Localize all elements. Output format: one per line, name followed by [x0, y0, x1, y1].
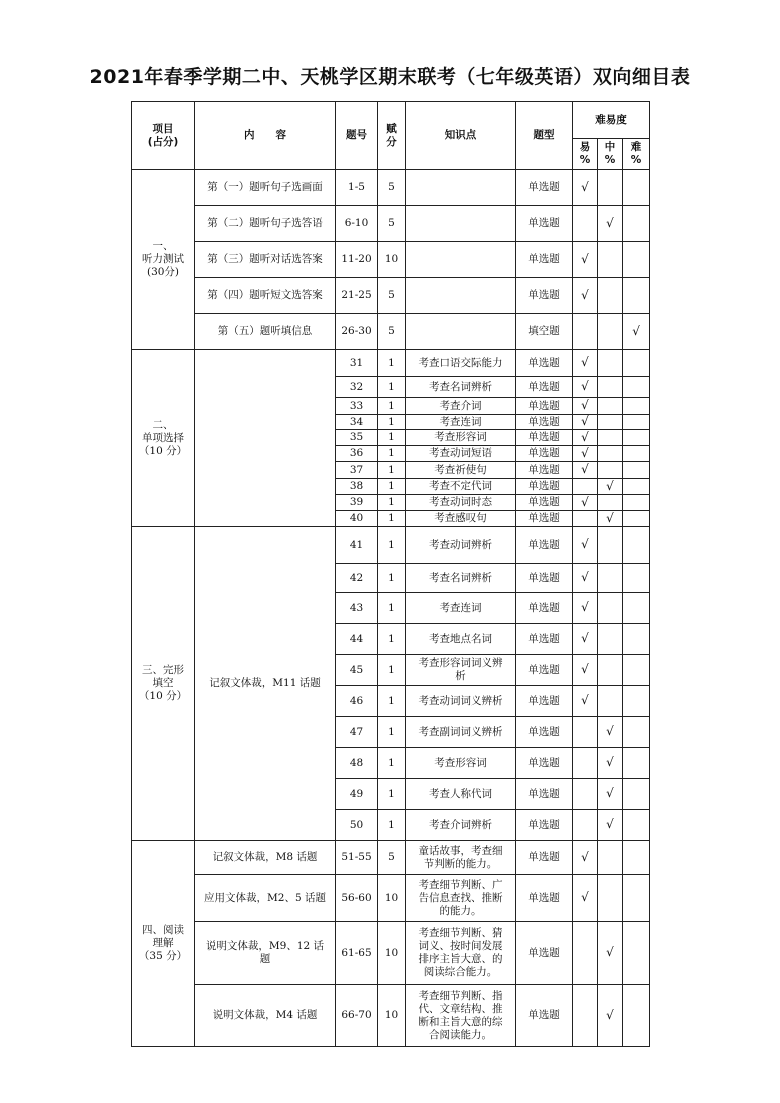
difficulty-hard-cell — [623, 527, 650, 564]
question-number-cell: 42 — [336, 564, 378, 593]
difficulty-easy-cell — [573, 415, 598, 430]
knowledge-cell: 考查名词辨析 — [406, 377, 516, 398]
header-content: 内 容 — [195, 102, 336, 170]
score-cell: 1 — [378, 398, 406, 415]
difficulty-hard-cell — [623, 206, 650, 242]
check-mark-icon: √ — [606, 1007, 614, 1022]
knowledge-cell: 考查连词 — [406, 415, 516, 430]
difficulty-medium-cell — [598, 430, 623, 446]
difficulty-hard-cell — [623, 779, 650, 810]
score-cell: 1 — [378, 415, 406, 430]
knowledge-cell: 考查感叹句 — [406, 511, 516, 527]
difficulty-medium-cell — [598, 511, 623, 527]
question-type-cell: 单选题 — [516, 511, 573, 527]
question-number-cell: 48 — [336, 748, 378, 779]
question-type-cell: 单选题 — [516, 446, 573, 462]
question-number-cell: 49 — [336, 779, 378, 810]
question-number-cell: 39 — [336, 495, 378, 511]
difficulty-easy-cell — [573, 624, 598, 655]
difficulty-medium-cell — [598, 564, 623, 593]
table-row — [132, 314, 650, 350]
question-type-cell: 单选题 — [516, 278, 573, 314]
difficulty-medium-cell — [598, 314, 623, 350]
difficulty-easy-cell — [573, 446, 598, 462]
difficulty-easy-cell — [573, 350, 598, 377]
question-number-cell: 35 — [336, 430, 378, 446]
difficulty-hard-cell — [623, 624, 650, 655]
difficulty-medium-cell — [598, 206, 623, 242]
difficulty-hard-cell — [623, 564, 650, 593]
score-cell: 1 — [378, 564, 406, 593]
difficulty-hard-cell — [623, 922, 650, 985]
question-type-cell: 单选题 — [516, 377, 573, 398]
score-cell: 10 — [378, 875, 406, 922]
check-mark-icon: √ — [581, 414, 589, 428]
question-type-cell: 单选题 — [516, 242, 573, 278]
score-cell: 10 — [378, 242, 406, 278]
knowledge-cell: 考查动词时态 — [406, 495, 516, 511]
section-label-s3: 三、完形 填空 （10 分） — [132, 527, 195, 841]
check-mark-icon: √ — [581, 398, 589, 412]
score-cell: 1 — [378, 430, 406, 446]
difficulty-medium-cell — [598, 278, 623, 314]
question-number-cell: 66-70 — [336, 985, 378, 1047]
knowledge-cell: 考查形容词 — [406, 430, 516, 446]
content-cell: 应用文体裁，M2、5 话题 — [195, 875, 336, 922]
knowledge-cell: 童话故事，考查细 节判断的能力。 — [406, 841, 516, 875]
question-number-cell: 46 — [336, 686, 378, 717]
difficulty-easy-cell — [573, 242, 598, 278]
table-row — [132, 527, 650, 564]
score-cell: 5 — [378, 206, 406, 242]
knowledge-cell — [406, 206, 516, 242]
section-label-s1: 一、 听力测试 (30分) — [132, 170, 195, 350]
table-row — [132, 242, 650, 278]
score-cell: 1 — [378, 655, 406, 686]
table-row — [132, 170, 650, 206]
score-cell: 1 — [378, 686, 406, 717]
score-cell: 1 — [378, 624, 406, 655]
question-number-cell: 41 — [336, 527, 378, 564]
difficulty-easy-cell — [573, 875, 598, 922]
header-knowledge: 知识点 — [406, 102, 516, 170]
knowledge-cell: 考查副词词义辨析 — [406, 717, 516, 748]
score-cell: 1 — [378, 479, 406, 495]
score-cell: 1 — [378, 593, 406, 624]
table-row — [132, 922, 650, 985]
question-type-cell: 单选题 — [516, 624, 573, 655]
check-mark-icon: √ — [606, 786, 614, 800]
difficulty-hard-cell — [623, 686, 650, 717]
score-cell: 10 — [378, 985, 406, 1047]
header-score: 赋 分 — [378, 102, 406, 170]
knowledge-cell: 考查细节判断、猜 词义、按时间发展 排序主旨大意、的 阅读综合能力。 — [406, 922, 516, 985]
table-row — [132, 278, 650, 314]
question-number-cell: 40 — [336, 511, 378, 527]
check-mark-icon: √ — [606, 724, 614, 738]
difficulty-medium-cell — [598, 717, 623, 748]
difficulty-medium-cell — [598, 779, 623, 810]
score-cell: 5 — [378, 841, 406, 875]
knowledge-cell: 考查动词短语 — [406, 446, 516, 462]
question-type-cell: 填空题 — [516, 314, 573, 350]
score-cell: 1 — [378, 446, 406, 462]
knowledge-cell: 考查口语交际能力 — [406, 350, 516, 377]
difficulty-hard-cell — [623, 495, 650, 511]
question-type-cell: 单选题 — [516, 779, 573, 810]
difficulty-medium-cell — [598, 242, 623, 278]
difficulty-hard-cell — [623, 841, 650, 875]
check-mark-icon: √ — [581, 251, 589, 266]
question-type-cell: 单选题 — [516, 922, 573, 985]
knowledge-cell: 考查名词辨析 — [406, 564, 516, 593]
question-type-cell: 单选题 — [516, 350, 573, 377]
difficulty-easy-cell — [573, 686, 598, 717]
difficulty-medium-cell — [598, 495, 623, 511]
question-number-cell: 50 — [336, 810, 378, 841]
question-type-cell: 单选题 — [516, 462, 573, 479]
knowledge-cell: 考查动词词义辨析 — [406, 686, 516, 717]
knowledge-cell: 考查祈使句 — [406, 462, 516, 479]
content-cell: 第（一）题听句子选画面 — [195, 170, 336, 206]
header-hard: 难 % — [623, 139, 650, 170]
difficulty-easy-cell — [573, 779, 598, 810]
difficulty-hard-cell — [623, 350, 650, 377]
difficulty-easy-cell — [573, 564, 598, 593]
check-mark-icon: √ — [581, 379, 589, 393]
question-type-cell: 单选题 — [516, 655, 573, 686]
difficulty-hard-cell — [623, 748, 650, 779]
knowledge-cell: 考查动词辨析 — [406, 527, 516, 564]
difficulty-medium-cell — [598, 527, 623, 564]
difficulty-medium-cell — [598, 462, 623, 479]
content-cell: 第（五）题听填信息 — [195, 314, 336, 350]
question-type-cell: 单选题 — [516, 686, 573, 717]
score-cell: 1 — [378, 810, 406, 841]
content-cell: 说明文体裁，M9、12 话 题 — [195, 922, 336, 985]
score-cell: 10 — [378, 922, 406, 985]
difficulty-medium-cell — [598, 415, 623, 430]
difficulty-easy-cell — [573, 462, 598, 479]
content-cell: 第（四）题听短文选答案 — [195, 278, 336, 314]
table-row — [132, 206, 650, 242]
question-number-cell: 31 — [336, 350, 378, 377]
header-difficulty: 难易度 — [573, 102, 650, 139]
question-number-cell: 44 — [336, 624, 378, 655]
difficulty-medium-cell — [598, 686, 623, 717]
knowledge-cell: 考查形容词词义辨 析 — [406, 655, 516, 686]
difficulty-easy-cell — [573, 748, 598, 779]
difficulty-hard-cell — [623, 511, 650, 527]
question-type-cell: 单选题 — [516, 170, 573, 206]
check-mark-icon: √ — [632, 323, 640, 338]
check-mark-icon: √ — [581, 179, 589, 194]
difficulty-easy-cell — [573, 479, 598, 495]
question-number-cell: 32 — [336, 377, 378, 398]
knowledge-cell — [406, 314, 516, 350]
difficulty-easy-cell — [573, 495, 598, 511]
difficulty-easy-cell — [573, 527, 598, 564]
check-mark-icon: √ — [581, 494, 589, 509]
difficulty-medium-cell — [598, 655, 623, 686]
question-number-cell: 38 — [336, 479, 378, 495]
difficulty-easy-cell — [573, 717, 598, 748]
difficulty-medium-cell — [598, 170, 623, 206]
score-cell: 1 — [378, 377, 406, 398]
question-type-cell: 单选题 — [516, 875, 573, 922]
difficulty-medium-cell — [598, 350, 623, 377]
check-mark-icon: √ — [581, 849, 589, 864]
check-mark-icon: √ — [581, 890, 589, 904]
check-mark-icon: √ — [581, 631, 589, 645]
check-mark-icon: √ — [606, 510, 614, 525]
specification-table — [131, 101, 650, 1047]
question-type-cell: 单选题 — [516, 985, 573, 1047]
section-content-s3: 记叙文体裁，M11 话题 — [195, 527, 336, 841]
question-type-cell: 单选题 — [516, 206, 573, 242]
question-number-cell: 45 — [336, 655, 378, 686]
difficulty-hard-cell — [623, 717, 650, 748]
check-mark-icon: √ — [581, 287, 589, 302]
knowledge-cell: 考查连词 — [406, 593, 516, 624]
check-mark-icon: √ — [581, 600, 589, 614]
question-number-cell: 21-25 — [336, 278, 378, 314]
question-number-cell: 1-5 — [336, 170, 378, 206]
score-cell: 5 — [378, 170, 406, 206]
score-cell: 1 — [378, 527, 406, 564]
score-cell: 1 — [378, 779, 406, 810]
knowledge-cell: 考查人称代词 — [406, 779, 516, 810]
knowledge-cell — [406, 170, 516, 206]
section-label-s2: 二、 单项选择 （10 分） — [132, 350, 195, 527]
knowledge-cell: 考查细节判断、广 告信息查找、推断 的能力。 — [406, 875, 516, 922]
table-row — [132, 350, 650, 377]
difficulty-hard-cell — [623, 875, 650, 922]
question-number-cell: 37 — [336, 462, 378, 479]
table-row — [132, 841, 650, 875]
difficulty-hard-cell — [623, 415, 650, 430]
check-mark-icon: √ — [581, 462, 589, 476]
knowledge-cell: 考查细节判断、指 代、文章结构、推 断和主旨大意的综 合阅读能力。 — [406, 985, 516, 1047]
knowledge-cell: 考查地点名词 — [406, 624, 516, 655]
question-type-cell: 单选题 — [516, 415, 573, 430]
difficulty-hard-cell — [623, 479, 650, 495]
difficulty-medium-cell — [598, 922, 623, 985]
question-number-cell: 51-55 — [336, 841, 378, 875]
difficulty-hard-cell — [623, 377, 650, 398]
difficulty-easy-cell — [573, 278, 598, 314]
score-cell: 5 — [378, 314, 406, 350]
difficulty-hard-cell — [623, 810, 650, 841]
knowledge-cell: 考查不定代词 — [406, 479, 516, 495]
difficulty-easy-cell — [573, 170, 598, 206]
difficulty-easy-cell — [573, 511, 598, 527]
question-number-cell: 56-60 — [336, 875, 378, 922]
difficulty-hard-cell — [623, 170, 650, 206]
knowledge-cell: 考查介词辨析 — [406, 810, 516, 841]
header-type: 题型 — [516, 102, 573, 170]
check-mark-icon: √ — [606, 215, 614, 230]
difficulty-hard-cell — [623, 446, 650, 462]
difficulty-hard-cell — [623, 278, 650, 314]
difficulty-hard-cell — [623, 593, 650, 624]
question-number-cell: 11-20 — [336, 242, 378, 278]
difficulty-medium-cell — [598, 985, 623, 1047]
knowledge-cell — [406, 242, 516, 278]
question-type-cell: 单选题 — [516, 527, 573, 564]
difficulty-easy-cell — [573, 922, 598, 985]
difficulty-medium-cell — [598, 446, 623, 462]
difficulty-hard-cell — [623, 242, 650, 278]
question-number-cell: 34 — [336, 415, 378, 430]
difficulty-medium-cell — [598, 377, 623, 398]
score-cell: 1 — [378, 495, 406, 511]
difficulty-medium-cell — [598, 875, 623, 922]
question-number-cell: 61-65 — [336, 922, 378, 985]
difficulty-medium-cell — [598, 593, 623, 624]
difficulty-easy-cell — [573, 377, 598, 398]
question-type-cell: 单选题 — [516, 564, 573, 593]
question-type-cell: 单选题 — [516, 593, 573, 624]
question-type-cell: 单选题 — [516, 495, 573, 511]
table-row — [132, 875, 650, 922]
difficulty-medium-cell — [598, 810, 623, 841]
check-mark-icon: √ — [606, 817, 614, 831]
score-cell: 1 — [378, 462, 406, 479]
question-type-cell: 单选题 — [516, 430, 573, 446]
difficulty-easy-cell — [573, 593, 598, 624]
table-row — [132, 985, 650, 1047]
question-type-cell: 单选题 — [516, 748, 573, 779]
difficulty-medium-cell — [598, 748, 623, 779]
question-number-cell: 26-30 — [336, 314, 378, 350]
question-number-cell: 43 — [336, 593, 378, 624]
score-cell: 5 — [378, 278, 406, 314]
content-cell: 第（二）题听句子选答语 — [195, 206, 336, 242]
question-type-cell: 单选题 — [516, 810, 573, 841]
difficulty-medium-cell — [598, 479, 623, 495]
content-cell: 说明文体裁，M4 话题 — [195, 985, 336, 1047]
difficulty-hard-cell — [623, 462, 650, 479]
score-cell: 1 — [378, 350, 406, 377]
check-mark-icon: √ — [581, 537, 589, 551]
question-type-cell: 单选题 — [516, 479, 573, 495]
question-type-cell: 单选题 — [516, 398, 573, 415]
difficulty-easy-cell — [573, 655, 598, 686]
question-number-cell: 33 — [336, 398, 378, 415]
check-mark-icon: √ — [581, 693, 589, 707]
check-mark-icon: √ — [606, 945, 614, 959]
difficulty-hard-cell — [623, 430, 650, 446]
check-mark-icon: √ — [581, 662, 589, 676]
content-cell: 第（三）题听对话选答案 — [195, 242, 336, 278]
knowledge-cell: 考查介词 — [406, 398, 516, 415]
difficulty-hard-cell — [623, 655, 650, 686]
difficulty-easy-cell — [573, 810, 598, 841]
header-item: 项目 (占分) — [132, 102, 195, 170]
knowledge-cell: 考查形容词 — [406, 748, 516, 779]
knowledge-cell — [406, 278, 516, 314]
check-mark-icon: √ — [581, 570, 589, 584]
difficulty-hard-cell — [623, 314, 650, 350]
difficulty-easy-cell — [573, 985, 598, 1047]
header-number: 题号 — [336, 102, 378, 170]
score-cell: 1 — [378, 717, 406, 748]
difficulty-easy-cell — [573, 430, 598, 446]
difficulty-medium-cell — [598, 841, 623, 875]
difficulty-easy-cell — [573, 398, 598, 415]
check-mark-icon: √ — [606, 755, 614, 769]
page-title: 2021年春季学期二中、天桃学区期末联考（七年级英语）双向细目表 — [89, 66, 691, 88]
question-number-cell: 47 — [336, 717, 378, 748]
difficulty-medium-cell — [598, 398, 623, 415]
difficulty-hard-cell — [623, 985, 650, 1047]
check-mark-icon: √ — [581, 445, 589, 460]
difficulty-hard-cell — [623, 398, 650, 415]
section-label-s4: 四、阅读 理解 （35 分） — [132, 841, 195, 1047]
difficulty-easy-cell — [573, 841, 598, 875]
question-type-cell: 单选题 — [516, 717, 573, 748]
difficulty-medium-cell — [598, 624, 623, 655]
score-cell: 1 — [378, 511, 406, 527]
check-mark-icon: √ — [606, 478, 614, 493]
score-cell: 1 — [378, 748, 406, 779]
section-content-s2 — [195, 350, 336, 527]
question-number-cell: 36 — [336, 446, 378, 462]
check-mark-icon: √ — [581, 429, 589, 444]
difficulty-easy-cell — [573, 314, 598, 350]
difficulty-easy-cell — [573, 206, 598, 242]
question-type-cell: 单选题 — [516, 841, 573, 875]
content-cell: 记叙文体裁，M8 话题 — [195, 841, 336, 875]
question-number-cell: 6-10 — [336, 206, 378, 242]
check-mark-icon: √ — [581, 355, 589, 369]
header-medium: 中 % — [598, 139, 623, 170]
header-easy: 易 % — [573, 139, 598, 170]
